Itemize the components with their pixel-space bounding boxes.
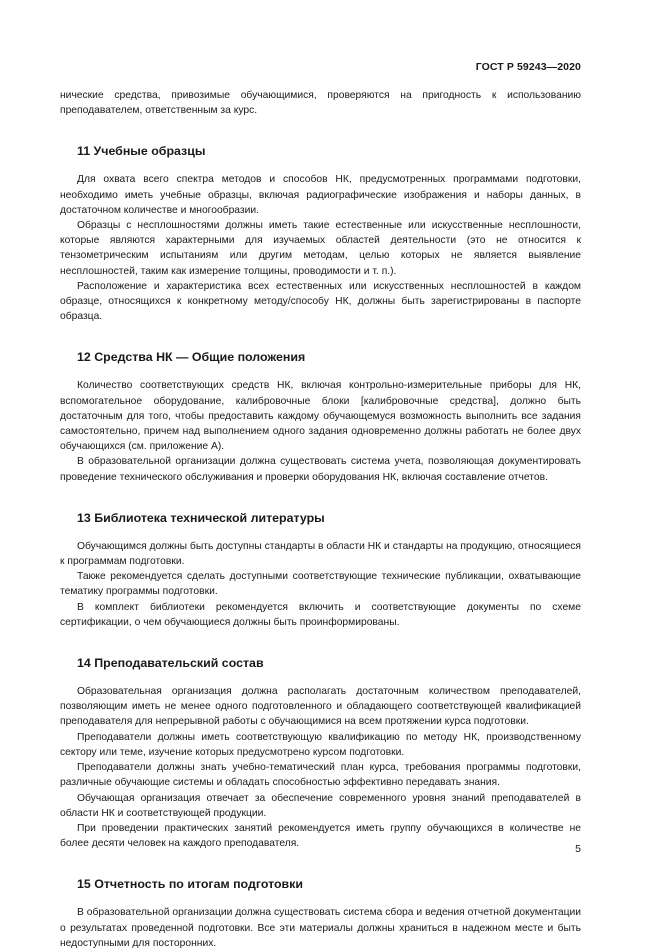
- paragraph: Для охвата всего спектра методов и способов НК, предусмотренных программами подготовки, необходимо иметь учебные образцы, включая радиографические изображения и наборы данных, в достаточном количестве и многообразии.: [60, 174, 581, 216]
- continuation-paragraph: нические средства, привозимые обучающимися, проверяются на пригодность к использованию преподавателем, ответственным за курс.: [60, 90, 581, 117]
- section-heading: 13 Библиотека технической литературы: [77, 510, 325, 525]
- paragraph: Расположение и характеристика всех естественных или искусственных несплошностей в каждом образце, относящихся к конкретному методу/способу НК, должны быть зарегистрированы в паспорте образца.: [60, 280, 581, 323]
- section-15: [60, 876, 581, 951]
- section-11: [60, 143, 581, 324]
- page-number: 5: [575, 843, 581, 855]
- paragraph: В образовательной организации должна существовать система учета, позволяющая документировать проведение технического обслуживания и проверки оборудования НК, включая составление отчетов.: [60, 456, 581, 483]
- section-heading: 12 Средства НК — Общие положения: [77, 350, 306, 365]
- section-12: [60, 349, 581, 484]
- section-heading: 14 Преподавательский состав: [77, 656, 264, 671]
- section-13: [60, 510, 581, 630]
- section-heading: 15 Отчетность по итогам подготовки: [77, 877, 303, 892]
- paragraph: В комплект библиотеки рекомендуется включить и соответствующие документы по схеме сертификации, о чем обучающиеся должны быть проинформированы.: [60, 601, 581, 628]
- section-heading: 11 Учебные образцы: [77, 144, 206, 159]
- paragraph: Образцы с несплошностями должны иметь такие естественные или искусственные несплошности, которые являются характерными для изучаемых областей деятельности (это не относится к тензометрическим испытаниям или другим методам, целью которых не является выявление несплошностей, таким как измерение толщины, проводимости и т. п.).: [60, 220, 581, 277]
- paragraph: Преподаватели должны знать учебно-тематический план курса, требования программы подготовки, различные обучающие системы и обладать способностью эффективно передавать знания.: [60, 762, 581, 789]
- section-14: [60, 655, 581, 851]
- paragraph: Преподаватели должны иметь соответствующую квалификацию по методу НК, производственному сектору или теме, изучение которых предусмотрено курсом подготовки.: [60, 731, 581, 758]
- paragraph: Также рекомендуется сделать доступными соответствующие технические публикации, охватывающие тематику программы подготовки.: [60, 571, 581, 598]
- paragraph: В образовательной организации должна существовать система сбора и ведения отчетной документации о результатах проведенной подготовки. Все эти материалы должны храниться в надежном месте и быть недоступными для посторонних.: [60, 907, 581, 949]
- paragraph: Количество соответствующих средств НК, включая контрольно-измерительные приборы для НК, вспомогательное оборудование, калибровочные блоки [калибровочные средства], должно быть достаточным для того, чтобы предоставить каждому обучающемуся возможность выполнить все задания самостоятельно, причем над выполнением одного задания одновременно должны работать не более двух обучающихся (см. приложение А).: [60, 380, 581, 453]
- paragraph: Обучающимся должны быть доступны стандарты в области НК и стандарты на продукцию, относящиеся к программам подготовки.: [60, 540, 581, 568]
- paragraph: При проведении практических занятий рекомендуется иметь группу обучающихся в количестве не более десяти человек на каждого преподавателя.: [60, 822, 581, 850]
- standard-code: ГОСТ Р 59243—2020: [475, 61, 581, 73]
- paragraph: Образовательная организация должна располагать достаточным количеством преподавателей, позволяющим иметь не менее одного подготовленного и обладающего соответствующей квалификацией преподавателя для непрерывной работы с обучающимися на всем протяжении курса подготовки.: [60, 686, 581, 728]
- paragraph: Обучающая организация отвечает за обеспечение современного уровня знаний преподавателей в области НК и соответствующей продукции.: [60, 792, 581, 819]
- page-content: [60, 88, 581, 951]
